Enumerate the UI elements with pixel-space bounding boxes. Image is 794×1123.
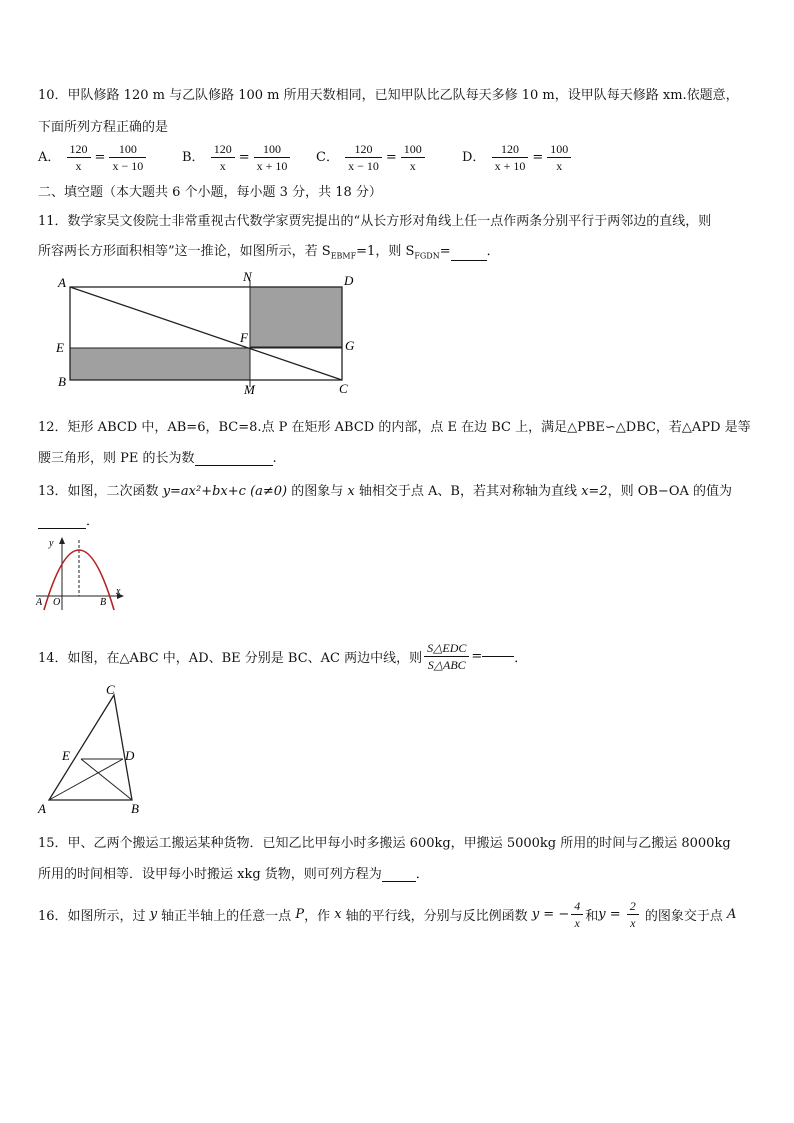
q11-rectangle-figure bbox=[52, 270, 362, 394]
label-c: C bbox=[339, 381, 348, 394]
label-y: y bbox=[49, 538, 54, 549]
q11-text-line2: 所容两长方形面积相等”这一推论，如图所示，若 $S_{EBMF}=1$，则 $S_{FGDN}=$ ． bbox=[38, 244, 500, 261]
label-c: C bbox=[106, 683, 115, 697]
q14-triangle-figure bbox=[34, 683, 146, 815]
q10-option-d[interactable]: D． $\frac{120}{x + 10}$ = $\frac{100}{x}$ bbox=[462, 141, 573, 174]
q14-text: 14．如图，在△ABC 中，AD、BE 分别是 BC、AC 两边中线，则 $\frac{\text{S△EDC}}{\text{S△ABC}}$ = ． bbox=[38, 641, 528, 672]
option-label: A． bbox=[38, 150, 61, 165]
function-fraction-2: $\frac{2}{x}$ bbox=[627, 898, 639, 931]
q11-text-line1: 11．数学家吴文俊院士非常重视古代数学家贾宪提出的“从长方形对角线上任一点作两条分别平行于两邻边的直线，则 bbox=[38, 214, 712, 229]
median-be bbox=[81, 759, 132, 800]
shaded-rectangle-ebmf bbox=[70, 348, 250, 380]
answer-blank[interactable] bbox=[195, 465, 273, 466]
q15-text-line2: 所用的时间相等．设甲每小时搬运 xkg 货物，则可列方程为 ． bbox=[38, 867, 429, 882]
fraction: $\frac{120}{x + 10}$ bbox=[492, 141, 529, 174]
answer-blank[interactable] bbox=[382, 881, 416, 882]
label-o: O bbox=[53, 597, 61, 608]
q10-option-c[interactable]: C． $\frac{120}{x - 10}$ = $\frac{100}{x}$ bbox=[316, 141, 427, 174]
q12-text-line2: 腰三角形，则 PE 的长为数 . bbox=[38, 451, 277, 466]
label-m: M bbox=[244, 382, 255, 394]
answer-blank[interactable] bbox=[451, 260, 487, 261]
label-b: B bbox=[131, 801, 139, 815]
q16-text: 16．如图所示，过 y 轴正半轴上的任意一点 P，作 x 轴的平行线，分别与反比例函数 y = − $\frac{4}{x}$ 和y = $\frac{2}{x}$ 的图象交于点 A bbox=[38, 899, 737, 930]
y-axis-arrow bbox=[59, 537, 65, 544]
answer-blank[interactable] bbox=[482, 656, 514, 657]
label-e: E bbox=[62, 748, 70, 763]
label-e: E bbox=[56, 340, 64, 355]
fraction: $\frac{100}{x + 10}$ bbox=[254, 141, 291, 174]
option-label: B． bbox=[182, 150, 205, 165]
fraction: $\frac{120}{x}$ bbox=[67, 141, 91, 174]
fraction: $\frac{100}{x - 10}$ bbox=[109, 141, 146, 174]
section-heading: 二、填空题（本大题共 6 个小题，每小题 3 分，共 18 分） bbox=[38, 185, 382, 200]
q13-text-line1: 13．如图，二次函数 y=ax²+bx+c (a≠0) 的图象与 x 轴相交于点 A、B，若其对称轴为直线 x=2，则 OB−OA 的值为 bbox=[38, 484, 733, 499]
q12-text-line1: 12．矩形 ABCD 中，AB=6，BC=8.点 P 在矩形 ABCD 的内部，点 E 在边 BC 上，满足△PBE∽△DBC，若△APD 是等 bbox=[38, 420, 751, 435]
shaded-rectangle-fgdn bbox=[250, 287, 342, 347]
label-x: x bbox=[116, 586, 121, 597]
label-a: A bbox=[36, 597, 43, 608]
q10-text-line1: 10．甲队修路 120 m 与乙队修路 100 m 所用天数相同，已知甲队比乙队每天多修 10 m，设甲队每天修路 xm.依题意， bbox=[38, 88, 739, 103]
fraction: $\frac{100}{x}$ bbox=[547, 141, 571, 174]
label-d: D bbox=[125, 748, 135, 763]
function-fraction-1: $\frac{4}{x}$ bbox=[571, 898, 583, 931]
label-b: B bbox=[58, 374, 66, 389]
option-label: C． bbox=[316, 150, 339, 165]
fraction: $\frac{100}{x}$ bbox=[401, 141, 425, 174]
label-g: G bbox=[345, 338, 355, 353]
area-ratio-fraction: $\frac{\text{S△EDC}}{\text{S△ABC}}$ bbox=[424, 640, 469, 673]
option-label: D． bbox=[462, 150, 486, 165]
q10-option-b[interactable]: B． $\frac{120}{x}$ = $\frac{100}{x + 10}$ bbox=[182, 141, 292, 174]
median-ad bbox=[49, 759, 123, 800]
label-f: F bbox=[240, 330, 248, 345]
q10-option-a[interactable]: A． $\frac{120}{x}$ = $\frac{100}{x - 10}$ bbox=[38, 141, 148, 174]
label-b: B bbox=[100, 597, 107, 608]
q13-parabola-graph bbox=[34, 534, 126, 614]
label-a: A bbox=[58, 275, 66, 290]
label-a: A bbox=[38, 801, 46, 815]
label-n: N bbox=[243, 270, 252, 284]
answer-blank[interactable] bbox=[38, 528, 86, 529]
q13-text-line2: ． bbox=[38, 510, 99, 529]
label-d: D bbox=[344, 273, 354, 288]
q15-text-line1: 15．甲、乙两个搬运工搬运某种货物．已知乙比甲每小时多搬运 600kg，甲搬运 5000kg 所用的时间与乙搬运 8000kg bbox=[38, 836, 731, 851]
fraction: $\frac{120}{x}$ bbox=[211, 141, 235, 174]
q10-text-line2: 下面所列方程正确的是 bbox=[38, 120, 169, 135]
fraction: $\frac{120}{x - 10}$ bbox=[345, 141, 382, 174]
